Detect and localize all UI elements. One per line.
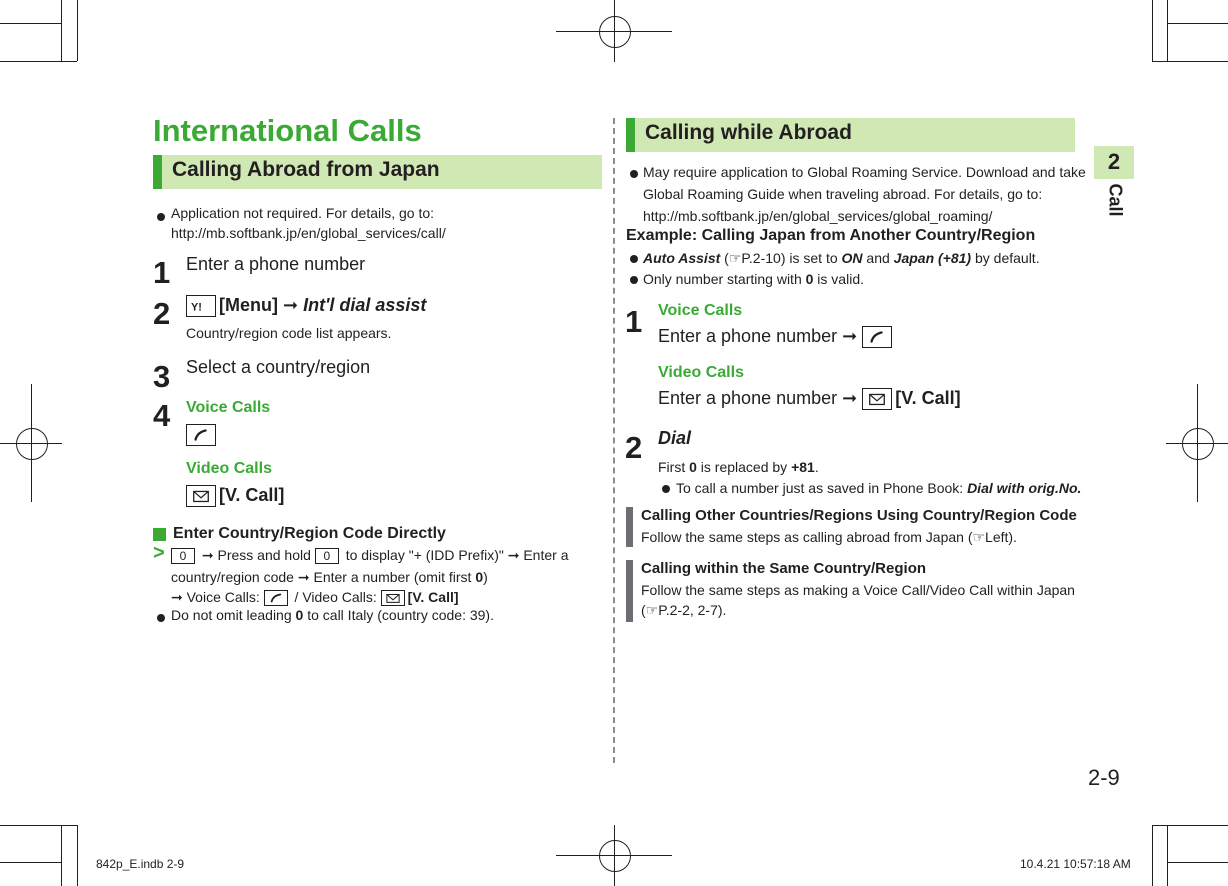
enter-code-line: ➞ Voice Calls: / Video Calls: [V. Call] <box>171 589 459 605</box>
menu-label: [Menu] <box>219 295 278 315</box>
step-number: 1 <box>153 255 171 290</box>
example-heading: Example: Calling Japan from Another Country/Region <box>626 227 1036 244</box>
page-title: International Calls <box>153 113 422 148</box>
dial-title: Dial <box>658 428 692 448</box>
note-url: http://mb.softbank.jp/en/global_services/global_roaming/ <box>643 208 993 224</box>
bullet-icon <box>157 213 165 221</box>
enter-code-heading: Enter Country/Region Code Directly <box>173 525 446 542</box>
vcall-label: [V. Call] <box>219 485 285 505</box>
step-number: 2 <box>153 296 171 331</box>
chapter-tab <box>1094 146 1134 179</box>
voice-calls-step: Enter a phone number ➞ <box>658 326 895 348</box>
note-line: Application not required. For details, go to: <box>171 205 435 221</box>
section-title: Calling while Abroad <box>645 121 852 144</box>
bullet-icon <box>662 485 670 493</box>
call-key-icon <box>186 424 219 446</box>
zero-key-icon: 0 <box>315 548 339 564</box>
voice-calls-label: Voice Calls <box>186 399 271 416</box>
note-box-bar <box>626 560 633 622</box>
note-line: May require application to Global Roaming Service. Download and take <box>643 164 1086 180</box>
voice-calls-label: Voice Calls <box>658 302 743 319</box>
call-key-icon <box>264 590 288 606</box>
section-header-calling-while-abroad <box>626 118 1075 152</box>
video-calls-label: Video Calls <box>186 460 272 477</box>
section-header-calling-abroad <box>153 155 602 189</box>
zero-key-icon: 0 <box>171 548 195 564</box>
note-line: Global Roaming Guide when traveling abroad. For details, go to: <box>643 186 1043 202</box>
step-text: Enter a phone number <box>186 254 366 274</box>
note-box-title: Calling within the Same Country/Region <box>641 560 927 577</box>
italy-note: Do not omit leading 0 to call Italy (country code: 39). <box>171 607 494 623</box>
bullet-icon <box>630 276 638 284</box>
chapter-label: Call <box>1105 183 1126 217</box>
bullet-icon <box>157 614 165 622</box>
column-divider <box>613 118 615 763</box>
note-box-title: Calling Other Countries/Regions Using Country/Region Code <box>641 507 1077 524</box>
mail-key-icon <box>862 388 892 410</box>
note-box-text: Follow the same steps as calling abroad from Japan (☞Left). <box>641 529 1017 545</box>
chapter-number: 2 <box>1107 149 1121 174</box>
note-box-bar <box>626 507 633 547</box>
note-box-text: (☞P.2-2, 2-7). <box>641 602 727 618</box>
section-title: Calling Abroad from Japan <box>172 158 440 181</box>
orig-number-note: To call a number just as saved in Phone Book: Dial with orig.No. <box>676 480 1082 496</box>
step-text: Select a country/region <box>186 357 371 377</box>
svg-text:Y!: Y! <box>191 301 202 314</box>
valid-number-note: Only number starting with 0 is valid. <box>643 271 864 287</box>
enter-code-line: country/region code ➞ Enter a number (omit first 0) <box>171 569 488 585</box>
yahoo-key-icon <box>186 295 216 317</box>
arrow-icon: ➞ <box>283 295 299 315</box>
mail-key-icon <box>186 485 216 507</box>
note-url: http://mb.softbank.jp/en/global_services/call/ <box>171 225 446 241</box>
step-number: 3 <box>153 359 171 394</box>
mail-key-icon <box>381 590 405 606</box>
enter-code-line: 0 ➞ Press and hold 0 to display "+ (IDD Prefix)" ➞ Enter a <box>171 545 568 565</box>
step-number: 2 <box>625 430 643 465</box>
bullet-icon <box>630 170 638 178</box>
step-sub-text: Country/region code list appears. <box>186 325 392 341</box>
video-calls-step: Enter a phone number ➞ [V. Call] <box>658 388 961 410</box>
footer-timestamp: 10.4.21 10:57:18 AM <box>1020 857 1131 871</box>
call-key-icon <box>862 326 892 348</box>
dial-note: First 0 is replaced by +81. <box>658 459 819 475</box>
footer-file: 842p_E.indb 2-9 <box>96 857 185 871</box>
square-bullet-icon <box>153 528 166 541</box>
note-box-text: Follow the same steps as making a Voice Call/Video Call within Japan <box>641 582 1075 598</box>
page-number: 2-9 <box>1088 765 1120 790</box>
step-number: 4 <box>153 398 171 433</box>
menu-option: Int'l dial assist <box>303 295 427 315</box>
video-calls-label: Video Calls <box>658 364 744 381</box>
bullet-icon <box>630 255 638 263</box>
operation-arrow-icon: > <box>153 542 165 564</box>
vcall-line <box>186 485 284 507</box>
step-number: 1 <box>625 304 643 339</box>
auto-assist-note: Auto Assist (☞P.2-10) is set to ON and Japan (+81) by default. <box>643 250 1040 266</box>
step-2-line <box>186 295 426 317</box>
